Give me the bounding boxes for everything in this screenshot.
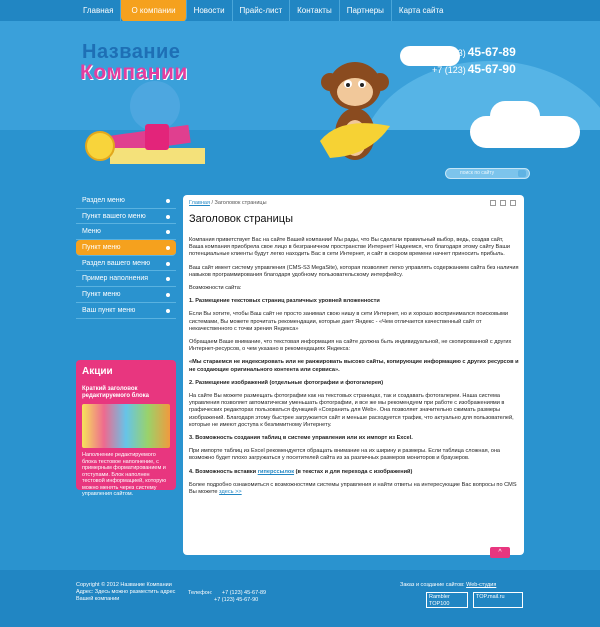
sidebar-menu-item[interactable] xyxy=(76,271,176,287)
top-nav xyxy=(0,0,600,21)
bullet-icon xyxy=(166,277,170,281)
paragraph: Возможности сайта: xyxy=(189,285,242,292)
address-text: Адрес: Здесь можно разместить адрес Вашей компании xyxy=(76,589,176,602)
section-heading: 3. Возможность создания таблиц в системе управления или их импорт из Excel. xyxy=(189,435,413,442)
menu-item-label: Пункт меню xyxy=(82,244,121,252)
paragraph: Обращаем Ваше внимание, что текстовая информация на сайте должна быть индивидуальной, не скопированной с других Интернет-ресурсов, о чем указано в рекомендациях Яндекса: xyxy=(189,339,512,353)
hyperlink-link[interactable]: гиперссылок xyxy=(257,468,295,475)
promo-title: Акции xyxy=(82,366,113,377)
paragraph xyxy=(189,482,519,496)
nav-item-price[interactable]: Прайс-лист xyxy=(233,0,291,21)
nav-item-news[interactable]: Новости xyxy=(187,0,233,21)
nav-item-sitemap[interactable]: Карта сайта xyxy=(398,6,444,15)
heading-text: 4. Возможность вставки xyxy=(189,468,257,475)
section-heading: 1. Размещение текстовых страниц различных уровней вложенности xyxy=(189,298,380,305)
breadcrumb-current: Заголовок страницы xyxy=(214,200,267,206)
crayons-image xyxy=(82,404,170,448)
phone-1-number: 45-67-89 xyxy=(467,45,516,59)
bullet-icon xyxy=(166,246,170,250)
cloud-decoration xyxy=(490,101,540,131)
page-body xyxy=(189,237,519,502)
page-title: Заголовок страницы xyxy=(189,213,293,225)
menu-item-label: Раздел вашего меню xyxy=(82,259,151,267)
footer-made-by xyxy=(400,582,496,588)
breadcrumb-home-link[interactable]: Главная xyxy=(189,200,210,206)
promo-block xyxy=(76,360,176,497)
phone-2 xyxy=(432,62,516,76)
section-heading xyxy=(189,469,519,476)
menu-item-label: Меню xyxy=(82,228,101,236)
menu-item-label: Пункт меню xyxy=(82,291,121,299)
school-supplies-illustration xyxy=(80,76,230,186)
promo-text: Наполнение редактируемого блока тестовое наполнение, с примерным форматированием и отступами. Блок наполнен тестовой информацией, которую можно менять через систему управления сайтом. xyxy=(82,452,167,497)
menu-item-label: Пункт вашего меню xyxy=(82,212,146,220)
header-banner xyxy=(0,21,600,190)
footer xyxy=(0,570,600,627)
paragraph: Компания приветствует Вас на сайте Вашей компании! Мы рады, что Вы сделали правильный выбор, ведь, создав сайт, Ваша компания приобрела свое лицо в безграничном пространстве Интернет! Надеемся, что благодаря этому сайту Ваши потенциальные клиенты будут легко находить Вас в сети Интернет, и сайт в скором времени начнет приносить прибыль. xyxy=(189,237,510,258)
bullet-icon xyxy=(166,293,170,297)
sidebar-menu-item-active[interactable] xyxy=(76,240,176,256)
sidebar-menu-item[interactable] xyxy=(76,209,176,225)
search-button[interactable] xyxy=(518,170,526,177)
nav-item-partners[interactable]: Партнеры xyxy=(340,0,392,21)
phone-label: Телефон: xyxy=(188,590,213,596)
search-input[interactable]: поиск по сайту xyxy=(445,168,530,179)
sidebar-menu xyxy=(76,193,176,319)
main-content xyxy=(183,195,524,555)
print-icon[interactable] xyxy=(510,200,516,206)
footer-phone-1: +7 (123) 45-67-89 xyxy=(221,590,267,596)
sidebar-menu-item[interactable] xyxy=(76,303,176,319)
logo-line2[interactable]: Компании xyxy=(80,61,188,84)
sidebar-menu-item[interactable] xyxy=(76,256,176,272)
menu-item-label: Раздел меню xyxy=(82,197,125,204)
bullet-icon xyxy=(166,262,170,266)
paragraph: Ваш сайт имеет систему управления (CMS-S3 MegaSite), которая позволяет легко управлять содержанием сайта без наличия навыков программирования благодаря удобному пользовательскому интерфейсу. xyxy=(189,264,519,278)
rambler-counter-badge[interactable]: Rambler TOP100 xyxy=(426,592,468,608)
bullet-icon xyxy=(166,199,170,203)
logo-line1[interactable]: Название xyxy=(82,41,181,63)
footer-phones xyxy=(188,590,266,604)
promo-subtitle[interactable]: Краткий заголовок редактируемого блока xyxy=(82,386,149,399)
mail-icon[interactable] xyxy=(500,200,506,206)
nav-item-contacts[interactable]: Контакты xyxy=(290,0,340,21)
home-icon[interactable] xyxy=(490,200,496,206)
bullet-icon xyxy=(166,309,170,313)
phone-2-prefix: +7 (123) xyxy=(432,65,466,75)
scroll-up-button[interactable]: ^ xyxy=(490,547,510,558)
menu-item-label: Пример наполнения xyxy=(82,275,149,283)
page-tools xyxy=(490,200,516,206)
phone-2-number: 45-67-90 xyxy=(467,62,516,76)
phone-1 xyxy=(432,45,516,59)
paragraph-text: Более подробно ознакомиться с возможностями системы управления и найти ответы на интересующие Вас вопросы по CMS Вы можете xyxy=(189,481,517,496)
sidebar-menu-item[interactable] xyxy=(76,224,176,240)
mailru-counter-badge[interactable]: TOP.mail.ru xyxy=(473,592,523,608)
breadcrumb-separator: / xyxy=(211,200,213,206)
bullet-icon xyxy=(166,215,170,219)
nav-item-about[interactable]: О компании xyxy=(121,0,186,22)
paragraph: При импорте таблиц из Excel рекомендуется обращать внимание на их ширину и размеры. Если таблица сложная, она возможно будет плохо загружаться у посетителей сайта из за различных размеров мониторов и браузеров. xyxy=(189,448,501,462)
heading-text: (в текстах и для перехода с изображений) xyxy=(295,468,413,475)
studio-link[interactable]: Web-студия xyxy=(466,582,497,588)
breadcrumb xyxy=(189,200,267,206)
paragraph: На сайте Вы можете размещать фотографии как на текстовых страницах, так и создавать фотогалереи. Наша система управления позволяет автоматически уменьшать фотографии, и все же мы рекомендуем при работе с изображениями в графических редакторах пользоваться функцией «Сохранить для Web». Она позволяет значительно сжимать размеры изображений. Благодаря этому быстрее загружается сайт и меньше расходуется трафик, что актуально для пользователей, которые не имеют доступа к безлимитному Интернету. xyxy=(189,393,514,428)
sidebar-menu-item[interactable] xyxy=(76,287,176,303)
bullet-icon xyxy=(166,230,170,234)
sidebar-menu-item[interactable] xyxy=(76,193,176,209)
footer-copyright xyxy=(76,582,181,603)
more-link[interactable]: здесь >> xyxy=(219,489,242,496)
copyright-text: Copyright © 2012 Название Компании xyxy=(76,582,172,588)
nav-item-home[interactable]: Главная xyxy=(76,0,121,21)
phone-1-prefix: +7 (123) xyxy=(432,48,466,58)
made-label: Заказ и создание сайтов: xyxy=(400,582,465,588)
paragraph: Если Вы хотите, чтобы Ваш сайт не просто занимал свою нишу в сети Интернет, но и хорошо воспринимался поисковыми системами, Вы можете прочитать рекомендации, которые дает Яндекс - «Чем отличается качественный сайт от некачественного с точки зрения Яндекса» xyxy=(189,311,509,332)
menu-item-label: Ваш пункт меню xyxy=(82,306,136,314)
footer-phone-2: +7 (123) 45-67-90 xyxy=(214,597,259,603)
section-heading: 2. Размещение изображений (отдельные фотографии и фотогалерея) xyxy=(189,379,384,386)
nav-items xyxy=(76,0,450,21)
quote: «Мы стараемся не индексировать или не ранжировать высоко сайты, копирующие информацию с других ресурсов и не создающие оригинального контента или сервиса». xyxy=(189,359,519,373)
monkey-illustration xyxy=(300,46,410,171)
